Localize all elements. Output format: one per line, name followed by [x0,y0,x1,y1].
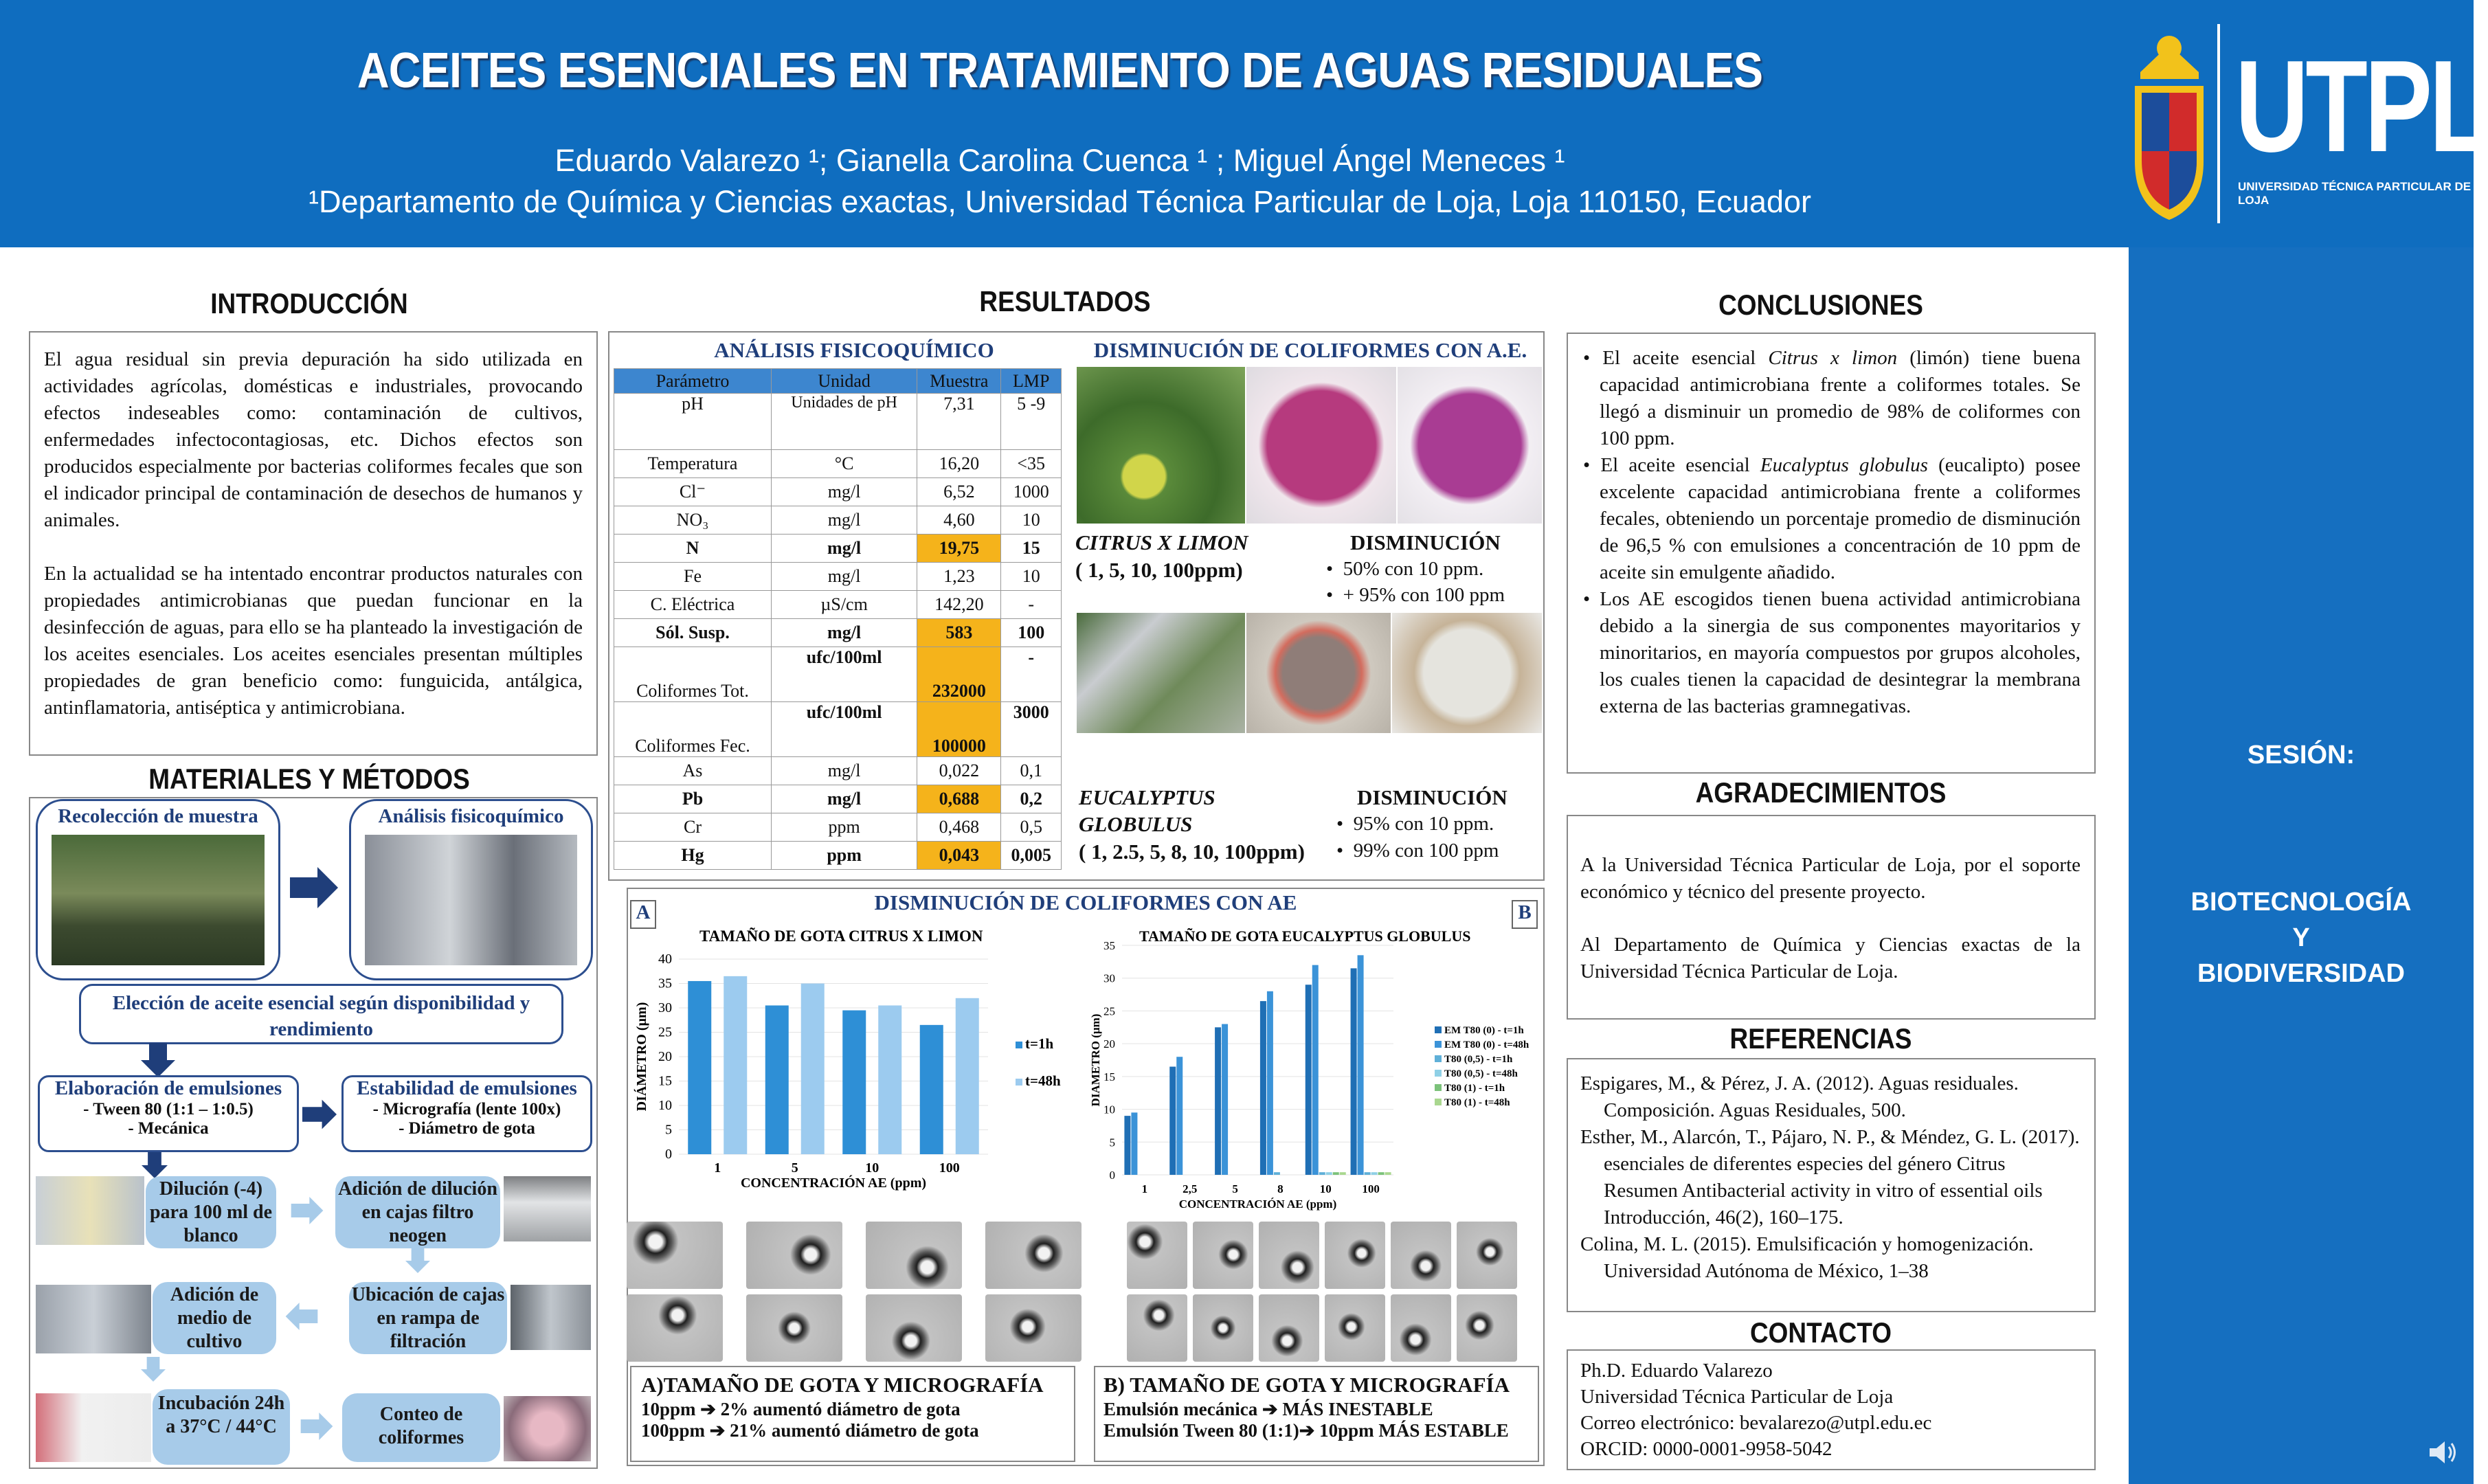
fq-header-1: Unidad [771,369,917,394]
fq-cell: °C [771,450,917,478]
fq-header-3: LMP [1001,369,1062,394]
bar [1274,1172,1280,1175]
fq-cell: 0,2 [1001,785,1062,813]
bar [1319,1172,1325,1175]
conclusions-heading: CONCLUSIONES [1718,289,1923,321]
chart-title: TAMAÑO DE GOTA EUCALYPTUS GLOBULUS [1139,928,1471,945]
fq-cell: mg/l [771,535,917,563]
fq-cell: 0,688 [917,785,1001,813]
fq-cell: 1000 [1001,478,1062,506]
results-heading: RESULTADOS [979,285,1151,317]
fq-cell: Sól. Susp. [614,619,772,647]
micrograph-image [985,1294,1082,1362]
micrograph-image [1127,1222,1187,1289]
arrow-down-icon [141,1357,166,1382]
fq-cell: 583 [917,619,1001,647]
citrus-concentrations: ( 1, 5, 10, 100ppm) [1075,558,1243,582]
y-tick-label: 20 [658,1049,672,1064]
x-axis-label: CONCENTRACIÓN AE (ppm) [740,1176,927,1191]
x-tick-label: 8 [1277,1182,1284,1195]
x-tick-label: 5 [791,1160,798,1176]
estabilidad-item-1: - Micrografía (lente 100x) [372,1100,561,1118]
colonies-photo [504,1396,591,1461]
euc-concentrations: ( 1, 2.5, 5, 8, 10, 100ppm) [1079,840,1305,864]
fq-cell: 10 [1001,563,1062,591]
caption-b-box [1094,1366,1539,1462]
y-tick-label: 5 [665,1122,672,1138]
fq-cell: Temperatura [614,450,772,478]
fq-cell: mg/l [771,563,917,591]
bar [765,1005,789,1154]
session-name-1: BIOTECNOLOGÍA [2190,888,2412,917]
x-axis-label: CONCENTRACIÓN AE (ppm) [1178,1198,1337,1211]
legend-label: T80 (0,5) - t=1h [1444,1054,1513,1065]
fq-row [614,702,1062,757]
panel-b-label: B [1512,900,1538,929]
micrograph-image [1457,1222,1517,1289]
fq-cell: µS/cm [771,591,917,619]
river-photo [52,835,265,965]
euc-dism-2: • 99% con 100 ppm [1336,840,1499,862]
session-name-3: BIODIVERSIDAD [2197,959,2405,988]
arrow-down-icon [141,1152,168,1178]
bar [1260,1001,1266,1175]
contact-name: Ph.D. Eduardo Valarezo [1580,1360,1773,1382]
conclusion-2: • El aceite esencial Eucalyptus globulus (eucalipto) posee excelente capacidad antimicrobiana frente a coliformes fecales, obteniendo un porcentaje promedio de disminución de 96,5 % con emulsiones a concentración de 10 ppm de aceite sin emulgente añadido. [1583,454,2081,583]
fq-cell: Hg [614,842,772,870]
fq-cell: Pb [614,785,772,813]
micrograph-image [627,1222,723,1289]
thanks-heading: AGRADECIMIENTOS [1695,776,1947,809]
micrograph-image [866,1294,962,1362]
micrograph-image [746,1222,842,1289]
y-tick-label: 40 [658,952,672,967]
reference-1: Espigares, M., & Pérez, J. A. (2012). Aguas residuales. Composición. Aguas Residuales, 500. [1580,1072,2019,1121]
conclusion-3: • Los AE escogidos tienen buena actividad antimicrobiana debido a la sinergia de sus componentes mayoritarios y minoritarios, en mayoría compuestos por grupos alcoholes, los cuales tienen la capacidad de desintegrar la membrana externa de las bacterias gramnegativas. [1583,588,2081,717]
speaker-icon[interactable] [2425,1436,2458,1469]
x-tick-label: 2,5 [1183,1182,1198,1195]
logo-divider [2217,24,2220,223]
legend-swatch [1435,1099,1442,1105]
petri-euc-1 [1246,613,1391,733]
fq-cell: As [614,757,772,785]
contact-heading: CONTACTO [1749,1316,1892,1349]
logo-subtext: UNIVERSIDAD TÉCNICA PARTICULAR DE LOJA [2238,180,2472,207]
caption-b-line-2: Emulsión Tween 80 (1:1)➔ 10ppm MÁS ESTABLE [1103,1420,1509,1441]
intro-box [29,331,598,756]
bottles-photo [36,1176,144,1245]
micrograph-image [1391,1294,1451,1362]
intro-heading: INTRODUCCIÓN [210,287,408,319]
caption-a-title: A)TAMAÑO DE GOTA Y MICROGRAFÍA [641,1373,1044,1397]
y-tick-label: 5 [1109,1136,1115,1149]
fq-cell: Unidades de pH [771,394,917,450]
y-tick-label: 35 [1103,939,1115,952]
petri-citrus-1 [1246,367,1396,524]
micrograph-image [1325,1294,1385,1362]
petri-citrus-2 [1398,367,1542,524]
step-analisis-label: Análisis fisicoquímico [378,805,564,827]
micrograph-image [627,1294,723,1362]
session-name-2: Y [2292,923,2310,952]
media-photo [36,1285,151,1353]
ramp-photo [511,1285,591,1350]
reference-3: Colina, M. L. (2015). Emulsificación y homogenización. Universidad Autónoma de México, 1–38 [1580,1233,2034,1282]
step-eleccion [79,984,563,1044]
caption-a-line-1: 10ppm ➔ 2% aumentó diámetro de gota [641,1399,961,1419]
legend-label: T80 (1) - t=48h [1444,1097,1510,1108]
fq-row [614,535,1062,563]
references-heading: REFERENCIAS [1729,1022,1912,1055]
contact-orcid[interactable]: ORCID: 0000-0001-9958-5042 [1580,1438,1833,1460]
authors: Eduardo Valarezo ¹; Gianella Carolina Cuenca ¹ ; Miguel Ángel Meneces ¹ [554,143,1565,178]
fq-cell: - [1001,591,1062,619]
legend-label: t=1h [1025,1035,1054,1052]
step-ubicacion: Ubicación de cajas en rampa de filtración [349,1282,507,1354]
caption-a-line-2: 100ppm ➔ 21% aumentó diámetro de gota [641,1420,979,1441]
micrograph-image [1259,1294,1319,1362]
legend-swatch [1435,1055,1442,1062]
bar [1333,1172,1339,1175]
elaboracion-item-2: - Mecánica [128,1119,209,1138]
logo-text: UTPL [2235,34,2488,179]
y-tick-label: 30 [1103,971,1115,985]
fq-cell: NO₃ [614,506,772,535]
fq-cell: 7,31 [917,394,1001,450]
step-analisis [349,799,593,980]
filter-box-photo [504,1176,591,1241]
fq-row [614,591,1062,619]
fq-cell: 15 [1001,535,1062,563]
thanks-1: A la Universidad Técnica Particular de Loja, por el soporte económico y técnico del presente proyecto. [1580,854,2081,903]
chart-citrus [631,925,1068,1200]
fq-row [614,785,1062,813]
caption-b-title: B) TAMAÑO DE GOTA Y MICROGRAFÍA [1103,1373,1510,1397]
chart-title: TAMAÑO DE GOTA CITRUS X LIMON [699,928,983,945]
conclusions-box [1567,333,2096,774]
department: ¹Departamento de Química y Ciencias exactas, Universidad Técnica Particular de Loja, Loja 110150, Ecuador [308,184,1811,219]
methods-heading: MATERIALES Y MÉTODOS [148,763,470,795]
fq-cell: Coliformes Fec. [614,702,772,757]
session-sidebar [2129,247,2474,1484]
y-tick-label: 35 [658,976,672,991]
bar [1371,1172,1378,1175]
y-tick-label: 10 [1103,1103,1115,1116]
arrow-down-icon [405,1248,430,1273]
ae-title: DISMINUCIÓN DE COLIFORMES CON AE [874,890,1297,914]
legend-swatch [1435,1070,1442,1077]
contact-email[interactable]: Correo electrónico: bevalarezo@utpl.edu.ec [1580,1412,1932,1434]
x-tick-label: 10 [1319,1182,1332,1195]
micrograph-image [866,1222,962,1289]
euc-dism-1: • 95% con 10 ppm. [1336,813,1494,835]
y-tick-label: 15 [658,1073,672,1089]
intro-paragraph-2: En la actualidad se ha intentado encontrar productos naturales con propiedades antimicrobianas que puedan funcionar en la desinfección de aguas, para ello se ha planteado la investigación de los aceites esenciales. Los aceites esenciales presentan múltiples propiedades de gran beneficio como: funguicida, antálgica, antinflamatoria, antiséptica y antimicrobiana. [44,563,583,719]
fq-table [614,368,1062,870]
fq-row [614,619,1062,647]
fq-title: ANÁLISIS FISICOQUÍMICO [714,338,994,362]
intro-paragraph-1: El agua residual sin previa depuración ha sido utilizada en actividades agrícolas, domésticas e industriales, provocando efectos indeseables como: contaminación de cultivos, enfermedades infectocontagiosas, etc. Dichos efectos son producidos especialmente por bacterias coliformes fecales que son el indicador principal de contaminación de desechos de humanos y animales. [44,348,583,531]
incubator-photo [36,1393,151,1462]
x-tick-label: 5 [1232,1182,1238,1195]
fq-cell: mg/l [771,757,917,785]
legend-label: T80 (1) - t=1h [1444,1083,1505,1094]
arrow-right-icon [290,1197,324,1224]
citrus-dism-label: DISMINUCIÓN [1350,530,1501,554]
y-tick-label: 10 [658,1098,672,1113]
euc-name-1: EUCALYPTUS [1079,785,1215,809]
bar [1358,955,1364,1175]
fq-row [614,813,1062,842]
bar [1378,1172,1385,1175]
legend-swatch [1435,1026,1442,1033]
fq-cell: 0,5 [1001,813,1062,842]
fq-cell: ppm [771,842,917,870]
logo-area [2120,0,2488,247]
fq-cell: 100 [1001,619,1062,647]
fq-header-2: Muestra [917,369,1001,394]
fq-row [614,563,1062,591]
fq-cell: 10 [1001,506,1062,535]
lab-photo [365,835,577,965]
step-estabilidad-label: Estabilidad de emulsiones [357,1077,577,1099]
fq-row [614,450,1062,478]
step-adicion-medio: Adición de medio de cultivo [153,1282,276,1354]
fq-cell: ufc/100ml [771,702,917,757]
step-recoleccion [36,799,280,980]
fq-header-0: Parámetro [614,369,772,394]
step-elaboracion [38,1075,299,1152]
y-tick-label: 0 [1109,1169,1115,1182]
eucalyptus-photo [1077,613,1245,733]
contact-box [1567,1349,2096,1470]
arrow-left-icon [284,1303,319,1330]
lemon-photo [1077,367,1245,524]
bar [956,998,979,1154]
thanks-2: Al Departamento de Química y Ciencias exactas de la Universidad Técnica Particular de Loja. [1580,934,2081,982]
legend-label: EM T80 (0) - t=1h [1444,1025,1524,1036]
fq-row [614,394,1062,450]
fq-cell: mg/l [771,785,917,813]
bar [1365,1172,1371,1175]
bar [1351,968,1357,1175]
fq-cell: 4,60 [917,506,1001,535]
micrograph-image [1457,1294,1517,1362]
x-tick-label: 1 [1141,1182,1148,1195]
legend-label: EM T80 (0) - t=48h [1444,1039,1529,1050]
step-dilucion: Dilución (-4) para 100 ml de blanco [146,1176,276,1248]
fq-cell: 100000 [917,702,1001,757]
micrographs-citrus [627,1216,1072,1367]
micrograph-image [1193,1294,1253,1362]
step-adicion-dilucion: Adición de dilución en cajas filtro neogen [335,1176,500,1248]
contact-university: Universidad Técnica Particular de Loja [1580,1386,1894,1408]
fq-cell: 5 -9 [1001,394,1062,450]
legend-label: t=48h [1025,1072,1061,1089]
y-tick-label: 25 [658,1024,672,1040]
bar [801,984,825,1155]
micrograph-image [1193,1222,1253,1289]
fq-cell: 0,005 [1001,842,1062,870]
fq-cell: 142,20 [917,591,1001,619]
x-tick-label: 100 [939,1160,960,1176]
fq-cell: 0,468 [917,813,1001,842]
bar [842,1011,866,1154]
fq-cell: 0,022 [917,757,1001,785]
arrow-right-icon [300,1413,334,1440]
elaboracion-item-1: - Tween 80 (1:1 – 1:0.5) [83,1100,254,1118]
bar [1326,1172,1332,1175]
fq-cell: mg/l [771,619,917,647]
legend-swatch [1016,1079,1022,1086]
bar [1385,1172,1391,1175]
fq-cell: mg/l [771,506,917,535]
fq-cell: 3000 [1001,702,1062,757]
x-tick-label: 10 [865,1160,879,1176]
micrographs-eucalyptus [1127,1216,1517,1367]
fq-row [614,478,1062,506]
step-recoleccion-label: Recolección de muestra [58,805,258,827]
fq-cell: mg/l [771,478,917,506]
bar [1222,1024,1228,1175]
bar [1215,1027,1221,1175]
step-elaboracion-label: Elaboración de emulsiones [54,1077,282,1099]
legend-label: T80 (0,5) - t=48h [1444,1068,1518,1079]
micrograph-image [1325,1222,1385,1289]
y-axis-label: DIAMETRO (µm) [1089,1013,1102,1107]
citrus-dism-2: • + 95% con 100 ppm [1326,584,1505,606]
legend-swatch [1435,1084,1442,1091]
fq-cell: ufc/100ml [771,647,917,702]
y-tick-label: 15 [1103,1070,1115,1083]
fq-cell: Fe [614,563,772,591]
bar [1131,1112,1137,1175]
fq-cell: Coliformes Tot. [614,647,772,702]
poster-title: ACEITES ESENCIALES EN TRATAMIENTO DE AGUAS RESIDUALES [357,43,1763,98]
fq-cell: 19,75 [917,535,1001,563]
step-incubacion: Incubación 24h a 37°C / 44°C [153,1389,290,1465]
micrograph-image [746,1294,842,1362]
fq-cell: 6,52 [917,478,1001,506]
citrus-name: CITRUS X LIMON [1075,530,1248,554]
bar [1305,985,1312,1175]
bar [1176,1057,1183,1175]
session-label: SESIÓN: [2247,741,2355,769]
x-tick-label: 100 [1362,1182,1380,1195]
bar [1124,1116,1130,1175]
caption-b-line-1: Emulsión mecánica ➔ MÁS INESTABLE [1103,1399,1433,1419]
references-box [1567,1058,2096,1312]
bar [920,1025,943,1154]
bar [688,981,711,1154]
step-eleccion-label: Elección de aceite esencial según disponibilidad y rendimiento [112,992,530,1040]
step-conteo: Conteo de coliformes [342,1393,500,1462]
y-tick-label: 25 [1103,1004,1115,1018]
bar [878,1005,901,1154]
micrograph-image [1391,1222,1451,1289]
fq-cell: 1,23 [917,563,1001,591]
thanks-box [1567,815,2096,1020]
fq-cell: 0,1 [1001,757,1062,785]
y-axis-label: DIÁMETRO (µm) [634,1002,649,1112]
legend-swatch [1435,1041,1442,1048]
citrus-dism-1: • 50% con 10 ppm. [1326,558,1484,580]
micrograph-image [1127,1294,1187,1362]
chart-eucalyptus [1089,925,1529,1213]
fq-cell: pH [614,394,772,450]
fq-cell: ppm [771,813,917,842]
arrow-right-icon [302,1097,337,1132]
legend-swatch [1016,1042,1022,1048]
fq-row [614,647,1062,702]
arrow-down-icon [141,1043,175,1077]
fq-cell: Cr [614,813,772,842]
estabilidad-item-2: - Diámetro de gota [399,1119,535,1138]
y-tick-label: 20 [1103,1037,1115,1051]
bar [1340,1172,1346,1175]
fq-row [614,757,1062,785]
bar [724,976,747,1154]
euc-dism-label: DISMINUCIÓN [1357,785,1508,809]
x-tick-label: 1 [714,1160,721,1176]
reference-2: Esther, M., Alarcón, T., Pájaro, N. P., & Méndez, G. L. (2017). esenciales de diferentes especies del género Citrus Resumen Antibacterial activity in vitro of essential oils Introducción, 46(2), 160–175. [1580,1126,2080,1228]
bar [1169,1067,1176,1175]
fq-cell: N [614,535,772,563]
conclusion-1: • El aceite esencial Citrus x limon (limón) tiene buena capacidad antimicrobiana frente a coliformes totales. Se llegó a disminuir un promedio de 98% de coliformes con 100 ppm. [1583,347,2081,449]
fq-cell: 232000 [917,647,1001,702]
utpl-shield-icon [2127,24,2212,227]
petri-euc-2 [1392,613,1542,733]
fq-row [614,842,1062,870]
fq-cell: <35 [1001,450,1062,478]
micrograph-image [1259,1222,1319,1289]
fq-cell: C. Eléctrica [614,591,772,619]
y-tick-label: 30 [658,1000,672,1015]
micrograph-image [985,1222,1082,1289]
step-estabilidad [341,1075,592,1152]
bar [1312,965,1319,1175]
y-tick-label: 0 [665,1147,672,1162]
fq-cell: Cl⁻ [614,478,772,506]
fq-cell: 16,20 [917,450,1001,478]
fq-cell: - [1001,647,1062,702]
panel-a-label: A [630,900,656,929]
arrow-right-icon [290,867,338,908]
euc-name-2: GLOBULUS [1079,812,1193,836]
fq-row [614,506,1062,535]
coliform-title: DISMINUCIÓN DE COLIFORMES CON A.E. [1093,338,1527,362]
fq-cell: 0,043 [917,842,1001,870]
caption-a-box [630,1366,1075,1462]
bar [1267,991,1273,1175]
